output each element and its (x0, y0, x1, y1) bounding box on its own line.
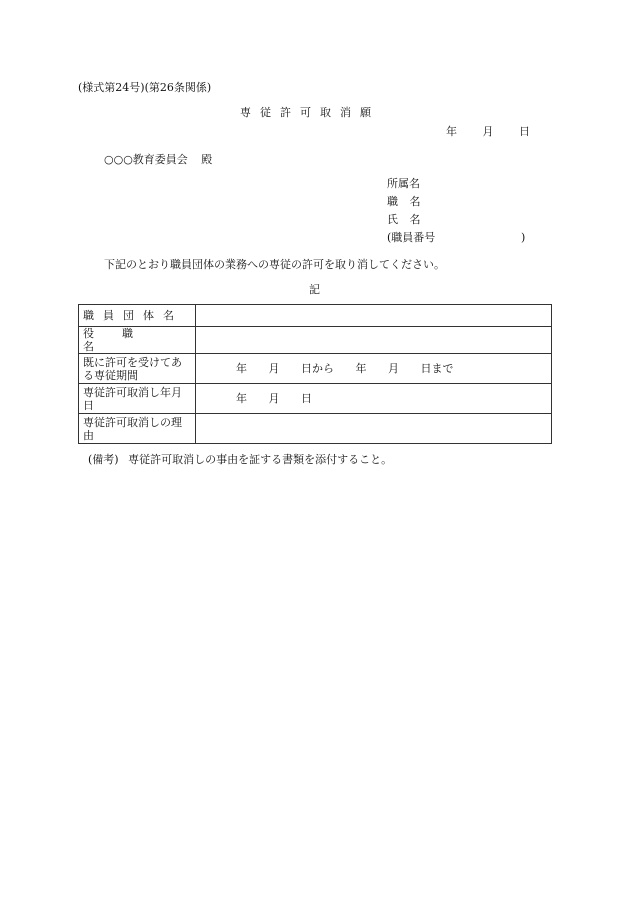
table-row (79, 327, 552, 354)
table-value-cell (196, 327, 552, 354)
remarks: (備考) 専従許可取消しの事由を証する書類を添付すること。 (88, 453, 393, 466)
table-label-cell (79, 327, 196, 354)
table-label-cell (79, 384, 196, 414)
label-cancellation-reason: 専従許可取消しの理由 (83, 415, 182, 442)
table-row (79, 354, 552, 384)
approved-period-value: 年 月 日から 年 月 日まで (236, 362, 454, 375)
table-value-cell (196, 414, 552, 444)
position-label: 職 名 (387, 195, 421, 208)
table-row (79, 305, 552, 327)
label-position: 役職名 (83, 327, 161, 353)
name-label: 氏 名 (387, 213, 421, 226)
form-reference: (様式第24号)(第26条関係) (78, 81, 212, 94)
staff-number-close: ) (521, 231, 526, 244)
form-table (78, 304, 552, 444)
addressee: ○○○教育委員会 殿 (104, 153, 213, 166)
table-label-cell (79, 414, 196, 444)
table-value-cell (196, 384, 552, 414)
ki-label: 記 (309, 283, 320, 296)
affiliation-label: 所属名 (387, 177, 420, 190)
table-label-cell (79, 354, 196, 384)
cancellation-date-value: 年 月 日 (236, 392, 312, 405)
label-approved-period: 既に許可を受けてある専従期間 (83, 355, 182, 382)
table-value-cell (196, 354, 552, 384)
body-text: 下記のとおり職員団体の業務への専従の許可を取り消してください。 (104, 258, 445, 271)
staff-number-label: (職員番号 (387, 231, 436, 244)
document-title: 専従許可取消願 (240, 106, 380, 119)
table-row (79, 414, 552, 444)
label-cancellation-date: 専従許可取消し年月日 (83, 385, 182, 412)
label-staff-group: 職員団体名 (83, 309, 183, 322)
table-label-cell (79, 305, 196, 327)
table-row (79, 384, 552, 414)
table-value-cell (196, 305, 552, 327)
date-line: 年 月 日 (446, 125, 530, 138)
